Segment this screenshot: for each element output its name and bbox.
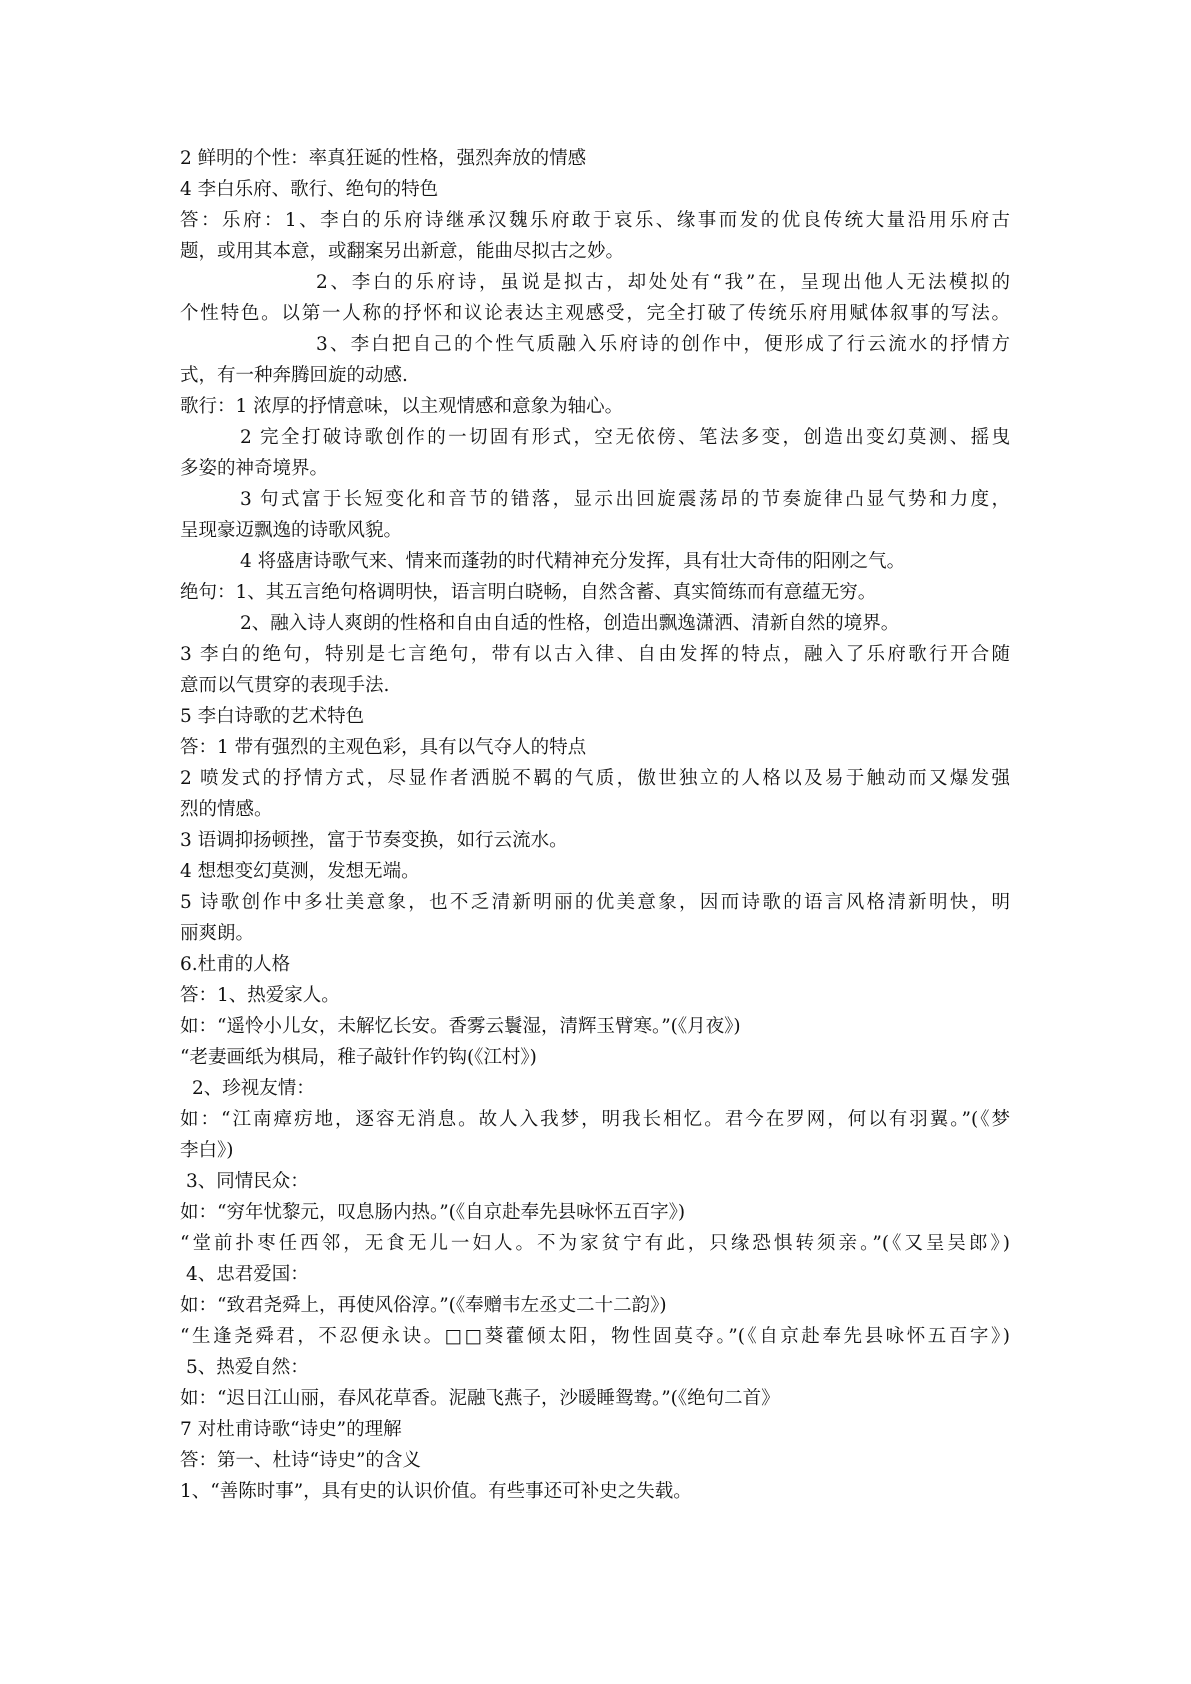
- text-line: 歌行：1 浓厚的抒情意味，以主观情感和意象为轴心。: [180, 396, 624, 417]
- text-line: 如：“致君尧舜上，再使风俗淳。”(《奉赠韦左丞丈二十二韵》): [180, 1295, 667, 1316]
- text-line: 绝句：1、其五言绝句格调明快，语言明白晓畅，自然含蓄、真实简练而有意蕴无穷。: [180, 582, 877, 603]
- text-line: 5 诗歌创作中多壮美意象，也不乏清新明丽的优美意象，因而诗歌的语言风格清新明快，明: [180, 892, 1010, 913]
- text-line: 题，或用其本意，或翻案另出新意，能曲尽拟古之妙。: [180, 241, 625, 262]
- text-line: 个性特色。以第一人称的抒怀和议论表达主观感受，完全打破了传统乐府用赋体叙事的写法。: [180, 303, 1010, 324]
- section-heading: 6.杜甫的人格: [180, 954, 291, 975]
- text-line: 2 鲜明的个性：率真狂诞的性格，强烈奔放的情感: [180, 148, 587, 169]
- section-heading: 4 李白乐府、歌行、绝句的特色: [180, 179, 439, 200]
- text-line: 3 李白的绝句，特别是七言绝句，带有以古入律、自由发挥的特点，融入了乐府歌行开合随: [180, 644, 1010, 665]
- text-line: 呈现豪迈飘逸的诗歌风貌。: [180, 520, 403, 541]
- text-line: 3、李白把自己的个性气质融入乐府诗的创作中，便形成了行云流水的抒情方: [316, 334, 1010, 355]
- text-line: 2 完全打破诗歌创作的一切固有形式，空无依傍、笔法多变，创造出变幻莫测、摇曳: [240, 427, 1010, 448]
- text-line: 式，有一种奔腾回旋的动感.: [180, 365, 408, 386]
- text-line: “堂前扑枣任西邻，无食无儿一妇人。不为家贫宁有此，只缘恐惧转须亲。”(《又呈吴郎》): [180, 1233, 1010, 1254]
- text-line: 意而以气贯穿的表现手法.: [180, 675, 390, 696]
- text-line: 2、融入诗人爽朗的性格和自由自适的性格，创造出飘逸潇洒、清新自然的境界。: [240, 613, 900, 634]
- text-line: “生逢尧舜君，不忍便永诀。□□葵藿倾太阳，物性固莫夺。”(《自京赴奉先县咏怀五百字》): [180, 1326, 1010, 1347]
- text-line: 4 将盛唐诗歌气来、情来而蓬勃的时代精神充分发挥，具有壮大奇伟的阳刚之气。: [240, 551, 906, 572]
- section-heading: 7 对杜甫诗歌“诗史”的理解: [180, 1419, 402, 1440]
- section-heading: 5 李白诗歌的艺术特色: [180, 706, 365, 727]
- text-line: 如：“江南瘴疠地，逐容无消息。故人入我梦，明我长相忆。君今在罗网，何以有羽翼。”(《梦: [180, 1109, 1010, 1130]
- text-line: 答：1、热爱家人。: [180, 985, 340, 1006]
- text-line: 3 语调抑扬顿挫，富于节奏变换，如行云流水。: [180, 830, 568, 851]
- text-line: 3 句式富于长短变化和音节的错落，显示出回旋震荡昂的节奏旋律凸显气势和力度，: [240, 489, 1010, 510]
- text-line: 如：“迟日江山丽，春风花草香。泥融飞燕子，沙暖睡鸳鸯。”(《绝句二首》: [180, 1388, 780, 1409]
- document-page: [180, 143, 1010, 1507]
- text-line: 5、热爱自然：: [186, 1357, 309, 1378]
- text-line: 4、忠君爱国：: [186, 1264, 309, 1285]
- text-line: “老妻画纸为棋局，稚子敲针作钓钩(《江村》): [180, 1047, 537, 1068]
- text-line: 2、珍视友情：: [192, 1078, 315, 1099]
- text-line: 如：“遥怜小儿女，未解忆长安。香雾云鬟湿，清辉玉臂寒。”(《月夜》): [180, 1016, 741, 1037]
- text-line: 答：第一、杜诗“诗史”的含义: [180, 1450, 421, 1471]
- text-line: 答：1 带有强烈的主观色彩，具有以气夺人的特点: [180, 737, 587, 758]
- text-line: 烈的情感。: [180, 799, 273, 820]
- text-line: 4 想想变幻莫测，发想无端。: [180, 861, 420, 882]
- text-line: 如：“穷年忧黎元，叹息肠内热。”(《自京赴奉先县咏怀五百字》): [180, 1202, 686, 1223]
- text-line: 1、“善陈时事”，具有史的认识价值。有些事还可补史之失载。: [180, 1481, 692, 1502]
- text-line: 多姿的神奇境界。: [180, 458, 329, 479]
- text-line: 丽爽朗。: [180, 923, 255, 944]
- text-line: 2、李白的乐府诗，虽说是拟古，却处处有“我”在，呈现出他人无法模拟的: [316, 272, 1010, 293]
- text-line: 答：乐府：1、李白的乐府诗继承汉魏乐府敢于哀乐、缘事而发的优良传统大量沿用乐府古: [180, 210, 1010, 231]
- text-line: 李白》): [180, 1140, 234, 1161]
- text-line: 2 喷发式的抒情方式，尽显作者洒脱不羁的气质，傲世独立的人格以及易于触动而又爆发强: [180, 768, 1010, 789]
- text-line: 3、同情民众：: [186, 1171, 309, 1192]
